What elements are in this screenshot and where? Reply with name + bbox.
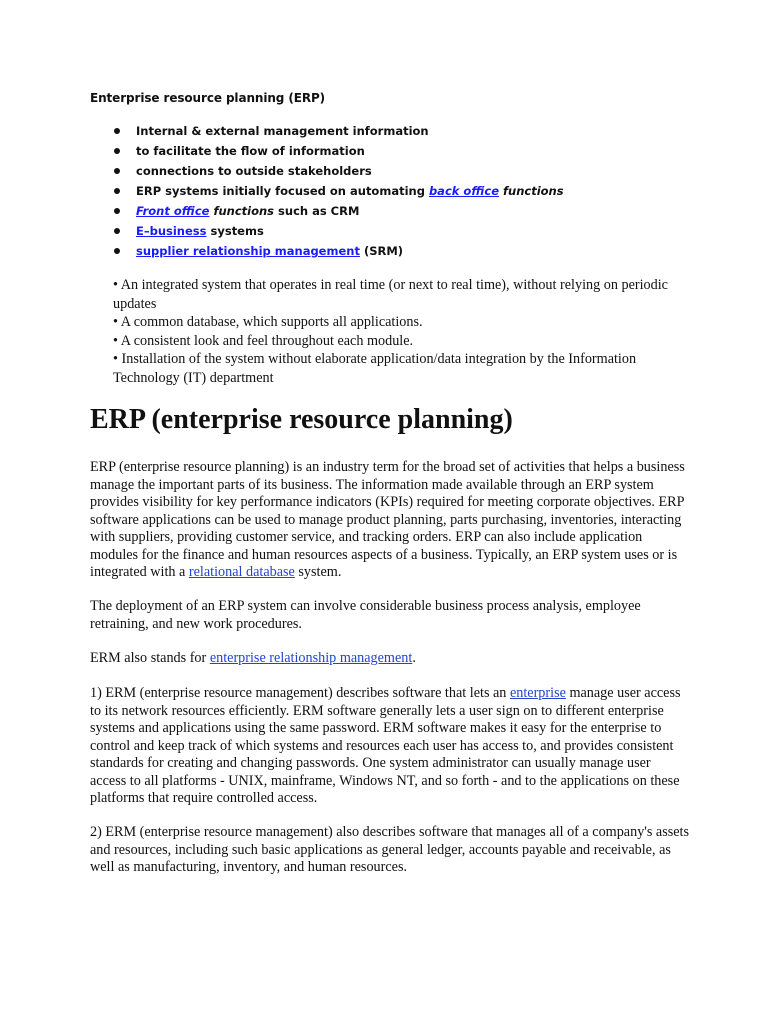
bullet-text: Internal & external management information	[136, 124, 429, 138]
feature-item: • A consistent look and feel throughout each module.	[113, 332, 414, 349]
relational-database-link[interactable]: relational database	[188, 564, 295, 580]
feature-item: • Installation of the system without elaborate application/data integration by the Information Technology (IT) department	[113, 351, 637, 386]
bullet-dot-icon	[114, 128, 120, 134]
paragraph-erm-also	[90, 650, 690, 668]
paragraph-erm-1	[90, 685, 690, 808]
paragraph-text: ERP (enterprise resource planning) is an industry term for the broad set of activities that helps a business manage the important parts of its business. The information made available through an ERP system provides visibility for key performance indicators (KPIs) required for meeting corporate objectives. ERP software applications can be used to manage product planning, parts purchasing, inventories, interacting with suppliers, providing customer service, and tracking orders. ERP can also include application modules for the finance and human resources aspects of a business. Typically, an ERP system uses or is integrated with a	[90, 459, 685, 580]
bullet-text: systems	[206, 224, 264, 238]
enterprise-link[interactable]: enterprise	[509, 685, 566, 701]
bullet-item	[114, 123, 564, 143]
paragraph-text: manage user access to its network resources efficiently. ERM software generally lets a user sign on to different enterprise systems and applications using the same password. ERM software makes it easy for the enterprise to control and keep track of which systems and resources each user has access to, and provides consistent standards for creating and changing passwords. One system administrator can usually manage user access to all platforms - UNIX, mainframe, Windows NT, and so forth - and to the applications on these platforms that require controlled access.	[90, 685, 681, 806]
bullet-link[interactable]: Front office	[136, 204, 210, 218]
feature-item: • A common database, which supports all applications.	[113, 314, 423, 330]
paragraph-text: .	[412, 650, 416, 666]
page-title: ERP (enterprise resource planning)	[90, 404, 513, 435]
bullet-dot-icon	[114, 208, 120, 214]
bullet-item	[114, 203, 564, 223]
paragraph-text: ERM also stands for	[90, 650, 210, 666]
bullet-link[interactable]: E–business	[136, 224, 207, 238]
section-title: Enterprise resource planning (ERP)	[90, 91, 326, 105]
bullet-dot-icon	[114, 168, 120, 174]
feature-item: • An integrated system that operates in real time (or next to real time), without relying on periodic updates	[113, 277, 668, 312]
bullet-link[interactable]: supplier relationship management	[136, 244, 360, 258]
bullet-dot-icon	[114, 248, 120, 254]
bullet-item	[114, 223, 564, 243]
feature-list	[113, 276, 673, 387]
paragraph-text: 1) ERM (enterprise resource management) describes software that lets an	[90, 685, 510, 701]
bullet-text: (SRM)	[359, 244, 404, 258]
bullet-text: to facilitate the flow of information	[136, 144, 365, 158]
paragraph-text: system.	[294, 564, 342, 580]
bullet-dot-icon	[114, 228, 120, 234]
paragraph-erp-definition	[90, 459, 690, 582]
bullet-text: functions	[209, 204, 275, 218]
bullet-item	[114, 183, 564, 203]
bullet-item	[114, 163, 564, 183]
bullet-text: connections to outside stakeholders	[136, 164, 372, 178]
bullet-text: ERP systems initially focused on automating	[136, 184, 429, 198]
bullet-link[interactable]: back office	[428, 184, 500, 198]
bullet-item	[114, 143, 564, 163]
enterprise-relationship-management-link[interactable]: enterprise relationship management	[209, 650, 413, 666]
bullet-dot-icon	[114, 148, 120, 154]
paragraph-erm-2: 2) ERM (enterprise resource management) also describes software that manages all of a company's assets and resources, including such basic applications as general ledger, accounts payable and receivable, as well as manufacturing, inventory, and human resources.	[90, 824, 690, 875]
paragraph-deployment: The deployment of an ERP system can involve considerable business process analysis, employee retraining, and new work procedures.	[90, 598, 641, 632]
bullet-list	[114, 123, 564, 263]
bullet-text: functions	[499, 184, 564, 198]
bullet-item	[114, 243, 564, 263]
bullet-dot-icon	[114, 188, 120, 194]
bullet-text: such as CRM	[274, 204, 360, 218]
